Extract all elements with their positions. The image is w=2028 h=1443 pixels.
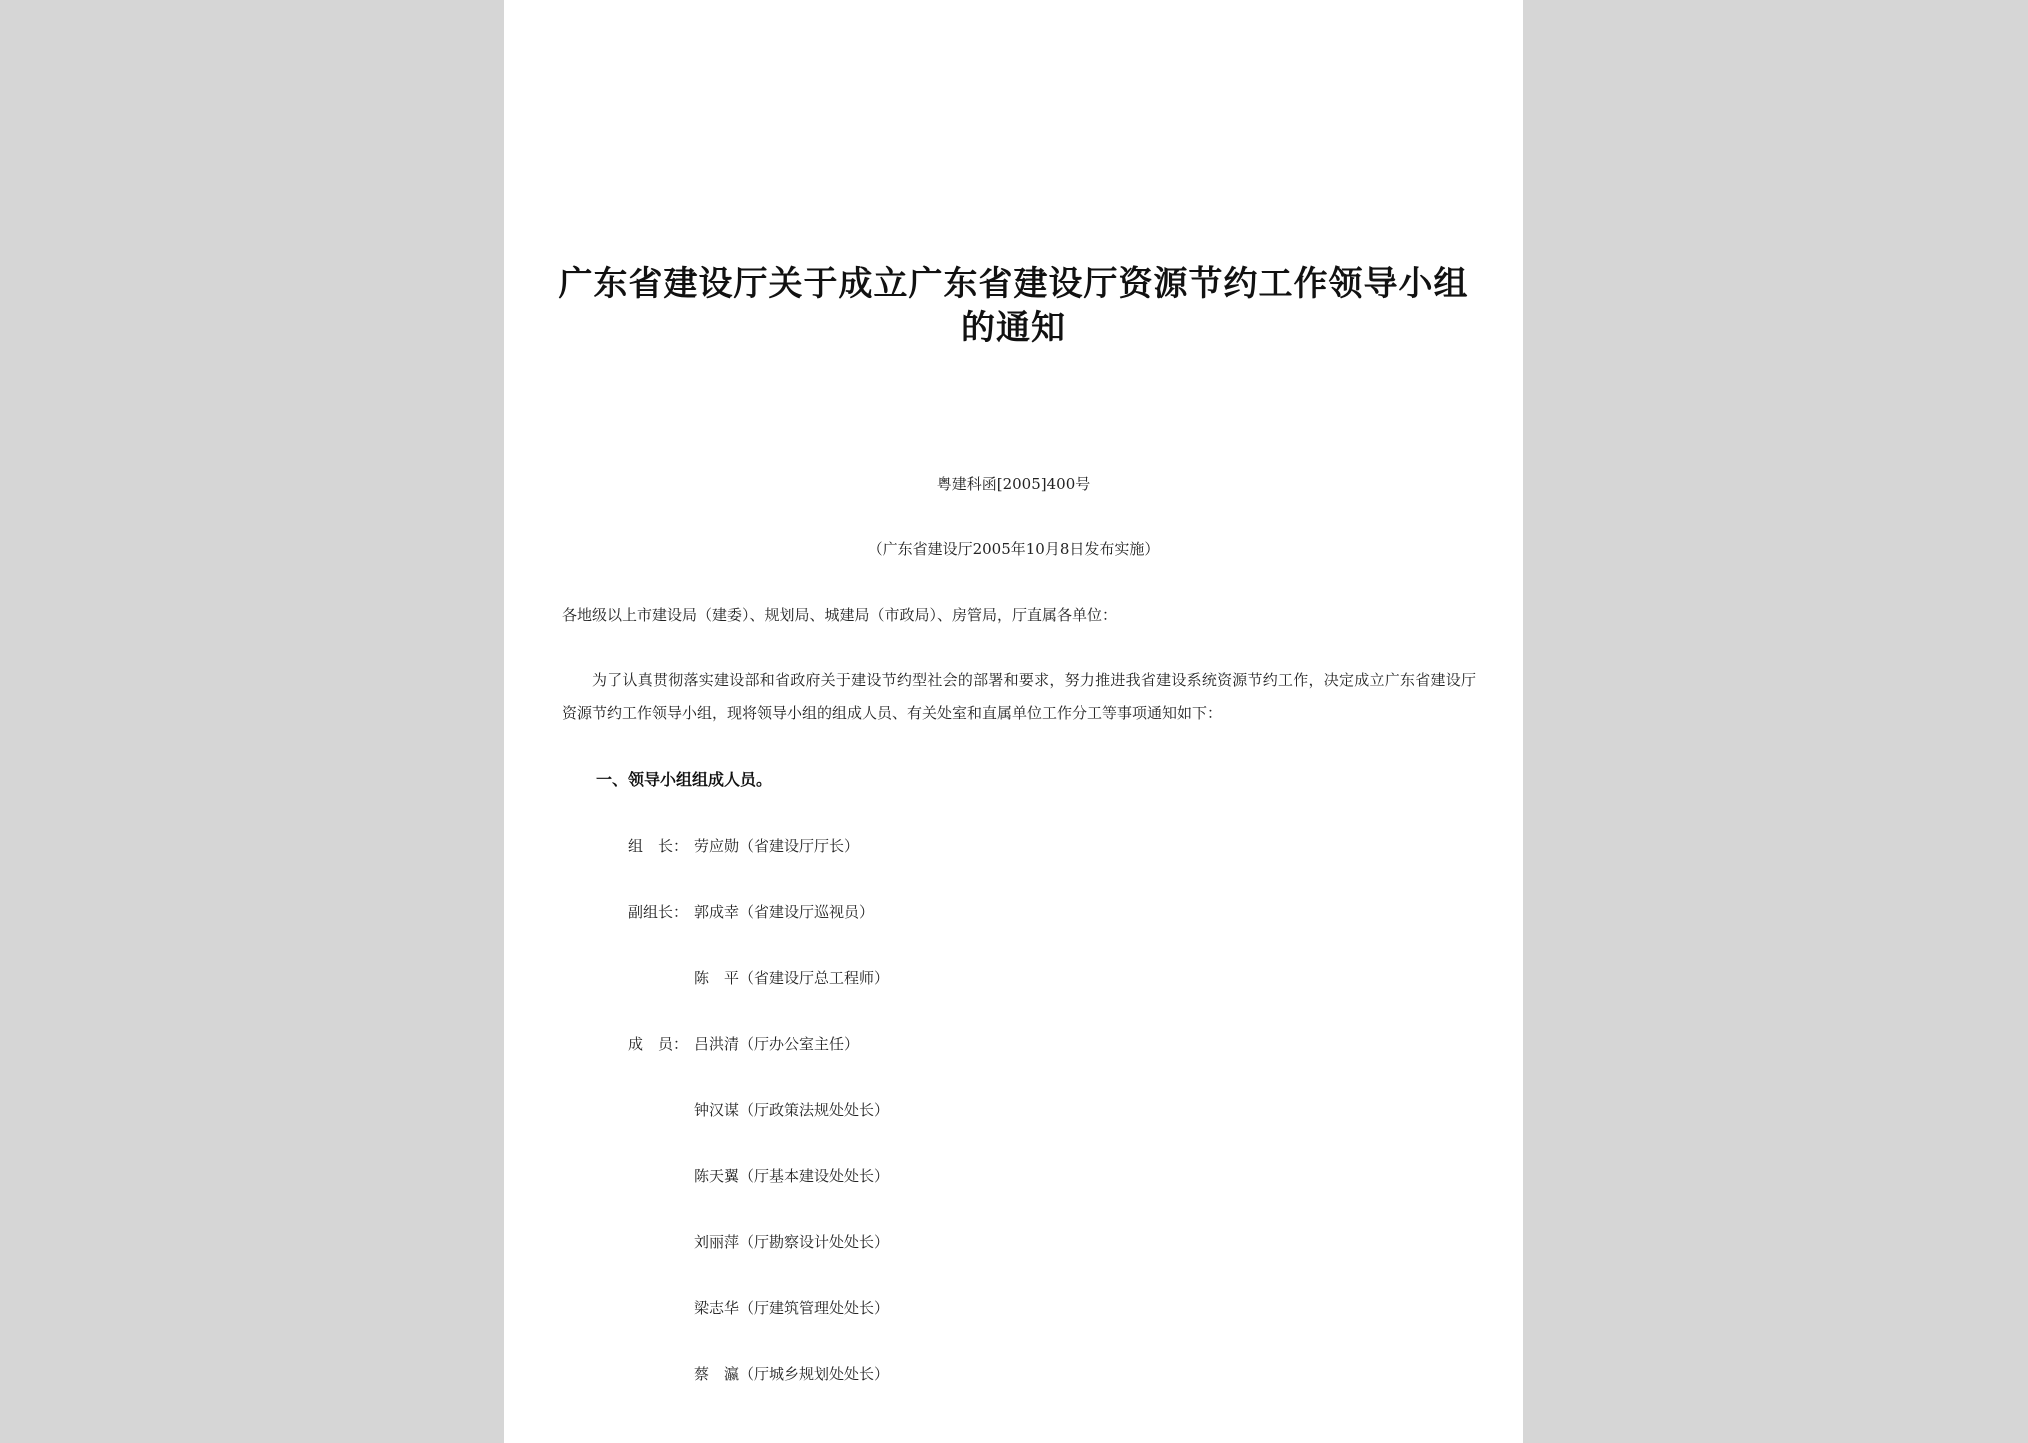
member-name: 吕洪清（厅办公室主任） <box>694 1035 860 1053</box>
document-title: 广东省建设厅关于成立广东省建设厅资源节约工作领导小组的通知 <box>558 264 1469 348</box>
member-name: 钟汉谋（厅政策法规处处长） <box>694 1101 890 1119</box>
section-heading-members: 一、领导小组组成人员。 <box>596 770 773 789</box>
issue-note: （广东省建设厅2005年10月8日发布实施） <box>867 540 1160 558</box>
member-role: 组 长： <box>628 837 689 855</box>
member-name: 陈天翼（厅基本建设处处长） <box>694 1167 890 1185</box>
body-paragraph: 为了认真贯彻落实建设部和省政府关于建设节约型社会的部署和要求，努力推进我省建设系统资源节约工作，决定成立广东省建设厅资源节约工作领导小组，现将领导小组的组成人员、有关处室和直属单位工作分工等事项通知如下： <box>562 671 1476 722</box>
member-name: 刘丽萍（厅勘察设计处处长） <box>694 1233 890 1251</box>
member-name: 蔡 瀛（厅城乡规划处处长） <box>694 1365 890 1383</box>
member-name: 梁志华（厅建筑管理处处长） <box>694 1299 890 1317</box>
member-name: 陈 平（省建设厅总工程师） <box>694 969 890 987</box>
document-number: 粤建科函[2005]400号 <box>936 475 1091 493</box>
document-page <box>504 0 1523 1443</box>
addressee: 各地级以上市建设局（建委）、规划局、城建局（市政局）、房管局，厅直属各单位： <box>562 606 1118 624</box>
member-name: 郭成幸（省建设厅巡视员） <box>694 903 875 921</box>
member-role: 副组长： <box>628 903 689 921</box>
member-role: 成 员： <box>628 1035 689 1053</box>
member-name: 劳应勋（省建设厅厅长） <box>694 837 860 855</box>
